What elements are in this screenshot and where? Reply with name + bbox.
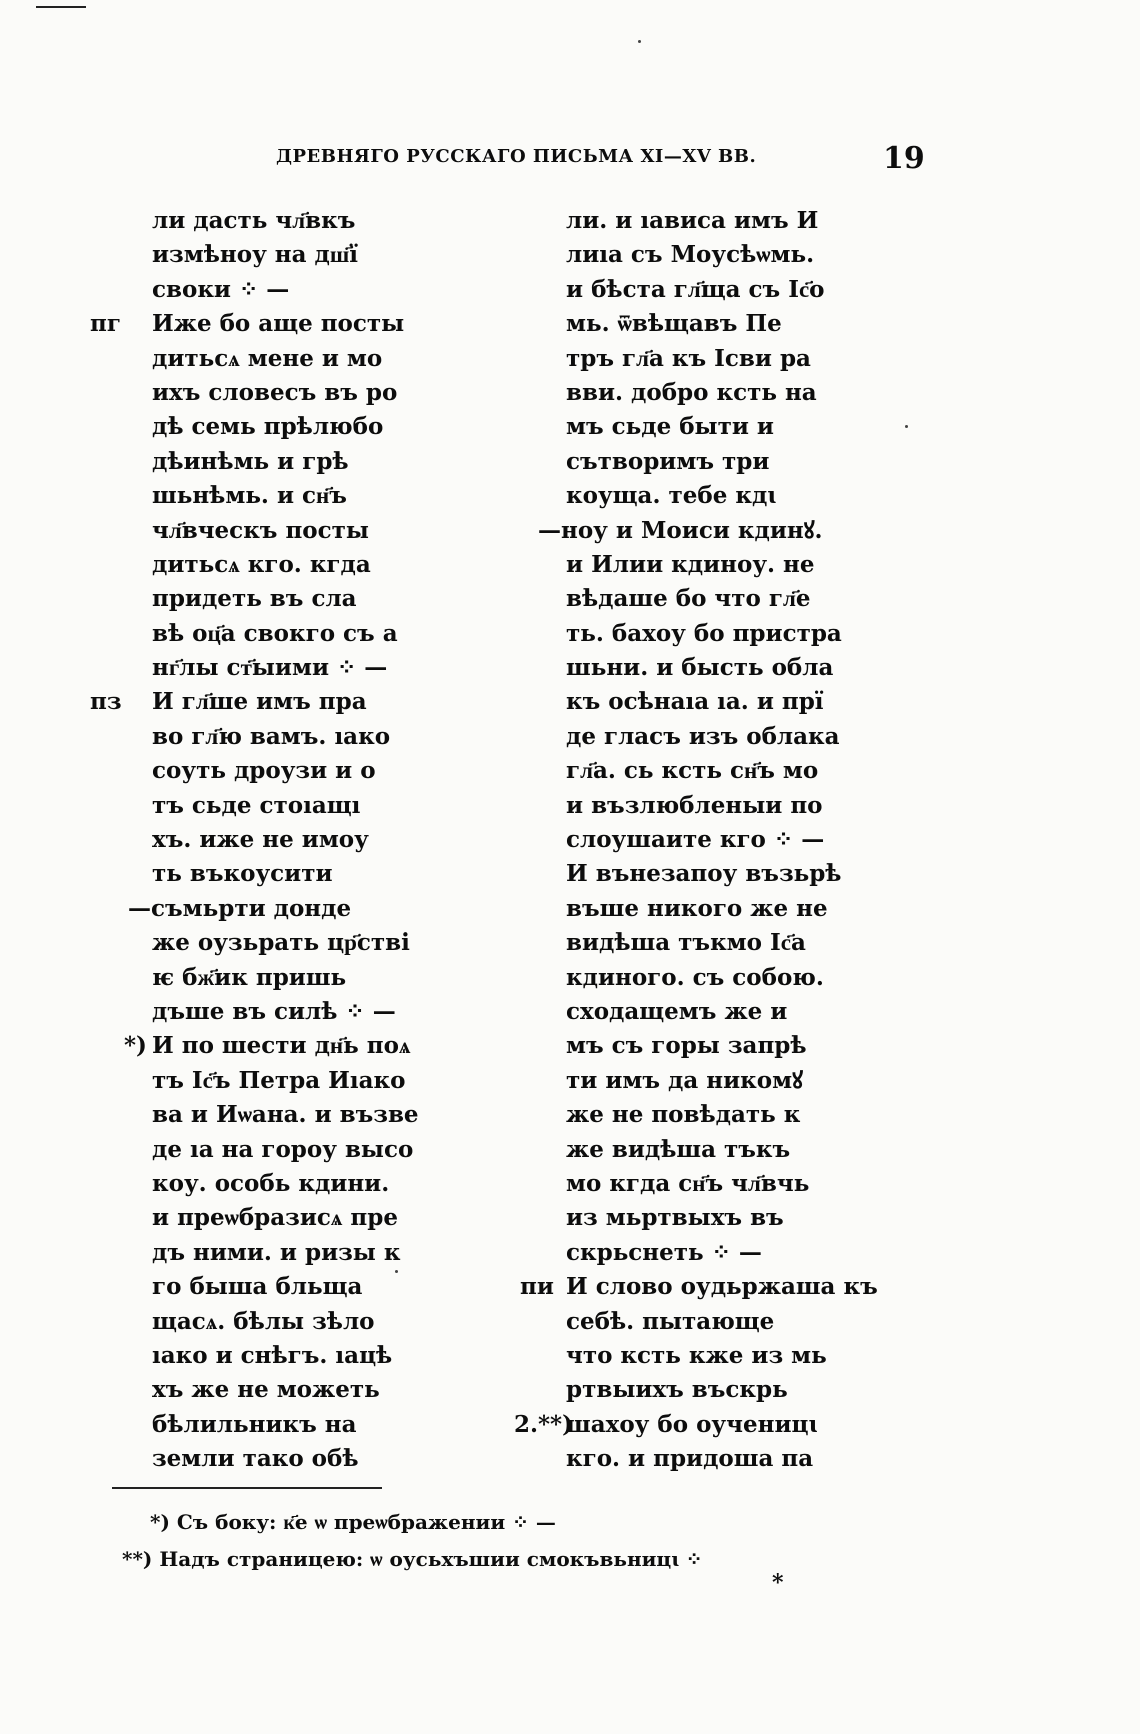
- line-text: ли. и ıависа имъ И: [566, 207, 819, 234]
- text-line: [520, 273, 890, 307]
- text-line: [90, 685, 490, 719]
- paper-speck: [638, 40, 641, 43]
- text-line: [520, 1064, 890, 1098]
- verse-marker: пз: [90, 688, 122, 716]
- text-line: [520, 1373, 890, 1407]
- text-line: [520, 823, 890, 857]
- text-line: [520, 1270, 890, 1304]
- line-text: И по шести дн҃ь поѧ: [152, 1032, 411, 1060]
- text-line: [520, 582, 890, 616]
- line-text: мь. ѿвѣщавъ Пе: [566, 310, 782, 338]
- text-line: [520, 514, 890, 548]
- line-text: дъ ними. и ризы к: [152, 1238, 401, 1266]
- line-text: соуть дроузи и о: [152, 757, 376, 785]
- footnote-1: *) Съ боку: к҃е ѡ преѡбражении ⁘ —: [150, 1510, 556, 1534]
- text-line: [520, 1236, 890, 1270]
- line-text: мо кгда сн҃ъ чл҃вчь: [566, 1169, 810, 1197]
- text-line: [90, 857, 490, 891]
- line-text: же не повѣдать к: [566, 1101, 801, 1129]
- text-line: [90, 892, 490, 926]
- line-text: тръ гл҃а къ Ісви ра: [566, 344, 811, 372]
- text-line: [520, 754, 890, 788]
- line-text: во гл҃ю вамъ. ıако: [152, 722, 391, 750]
- text-line: [520, 548, 890, 582]
- text-line: [520, 857, 890, 891]
- line-text: нг҃лы ст҃ыими ⁘ —: [152, 654, 388, 682]
- text-line: [90, 479, 490, 513]
- line-text: дѣ семь прѣлюбо: [152, 413, 384, 441]
- line-text: и преѡбразисѧ пре: [152, 1204, 398, 1232]
- line-text: мъ сьде быти и: [566, 413, 774, 441]
- text-line: [520, 685, 890, 719]
- line-text: де ıа на гороу высо: [152, 1135, 414, 1163]
- line-text: ть. бахоу бо пристра: [566, 619, 842, 647]
- line-text: коуща. тебе кдꙇ: [566, 482, 777, 510]
- line-text: из мьртвыхъ въ: [566, 1204, 784, 1232]
- line-text: дѣинѣмь и грѣ: [152, 447, 349, 475]
- paper-speck: [395, 1270, 398, 1273]
- line-text: ва и Иѡана. и възве: [152, 1101, 419, 1129]
- line-text: лиıа съ Моусѣѡмь.: [566, 241, 815, 269]
- text-line: [520, 1167, 890, 1201]
- text-line: [90, 995, 490, 1029]
- text-line: [90, 1305, 490, 1339]
- left-text-column: [90, 204, 490, 1476]
- text-line: [520, 1442, 890, 1476]
- line-text: что ксть кже из мь: [566, 1341, 827, 1369]
- text-line: [90, 238, 490, 272]
- line-text: къ осѣнаıа ıа. и прї: [566, 688, 824, 716]
- verse-marker: пг: [90, 310, 121, 338]
- line-text: чл҃вческъ посты: [152, 516, 369, 544]
- line-text: земли тако обѣ: [152, 1445, 359, 1473]
- line-text: кдиного. съ собою.: [566, 963, 824, 991]
- text-line: [90, 204, 490, 238]
- line-text: видѣша тъкмо Іс҃а: [566, 929, 806, 957]
- line-text: измѣноу на дш҃ї: [152, 241, 359, 269]
- text-line: [520, 307, 890, 341]
- text-line: [520, 1029, 890, 1063]
- text-line: [520, 238, 890, 272]
- footnote-separator: [112, 1487, 382, 1489]
- text-line: [90, 1029, 490, 1063]
- text-line: [90, 720, 490, 754]
- text-line: [520, 1133, 890, 1167]
- line-text: хъ. иже не имоу: [152, 826, 369, 854]
- text-line: [90, 823, 490, 857]
- line-text: слоушаите кго ⁘ —: [566, 826, 825, 854]
- line-text: ртвыихъ въскрь: [566, 1376, 788, 1404]
- line-text: хъ же не можеть: [152, 1376, 380, 1404]
- text-line: [520, 1098, 890, 1132]
- line-text: вѣдаше бо что гл҃е: [566, 585, 811, 613]
- text-line: [514, 1408, 890, 1442]
- line-text: же видѣша тъкъ: [566, 1135, 791, 1163]
- verse-marker: пи: [520, 1273, 554, 1301]
- line-text: тъ Іс҃ъ Петра Иıако: [152, 1066, 406, 1094]
- line-text: и бѣста гл҃ща съ Іс҃о: [566, 275, 825, 303]
- line-text: тъ сьде стоıащı: [152, 791, 361, 819]
- line-text: шахоу бо оученицꙇ: [566, 1410, 818, 1438]
- text-line: [90, 307, 490, 341]
- text-line: [90, 754, 490, 788]
- text-line: [90, 1442, 490, 1476]
- text-line: [90, 342, 490, 376]
- page-number: 19: [883, 141, 925, 176]
- line-text: Иже бо аще посты: [152, 310, 405, 338]
- text-line: [90, 1064, 490, 1098]
- text-line: [520, 342, 890, 376]
- text-line: [520, 410, 890, 444]
- footnote-2: **) Надъ страницею: ѡ оусьхъшии смокъвьницꙇ ⁘: [122, 1547, 703, 1571]
- line-text: го быша бльща: [152, 1273, 363, 1301]
- text-line: [520, 789, 890, 823]
- line-text: —ноу и Моиси кдинꙋ.: [538, 516, 823, 544]
- text-line: [520, 617, 890, 651]
- text-line: [90, 1339, 490, 1373]
- line-text: де гласъ изъ облака: [566, 722, 840, 750]
- line-text: ли дасть чл҃вкъ: [152, 207, 356, 234]
- line-text: себѣ. пытающе: [566, 1307, 775, 1335]
- line-text: ть въкоусити: [152, 860, 333, 888]
- line-text: дитьсѧ кго. кгда: [152, 550, 371, 578]
- text-line: [90, 651, 490, 685]
- line-text: щасѧ. бѣлы зѣло: [152, 1307, 375, 1335]
- line-text: ıако и снѣгъ. ıацѣ: [152, 1341, 393, 1369]
- text-line: [90, 1201, 490, 1235]
- top-edge-rule: [36, 6, 86, 8]
- text-line: [90, 410, 490, 444]
- line-text: въше никого же не: [566, 894, 828, 922]
- text-line: [520, 961, 890, 995]
- text-line: [90, 273, 490, 307]
- running-header: ДРЕВНЯГО РУССКАГО ПИСЬМА XI—XV ВВ.: [276, 146, 757, 167]
- text-line: [90, 1098, 490, 1132]
- line-text: своки ⁘ —: [152, 275, 290, 303]
- text-line: [520, 1339, 890, 1373]
- right-text-column: [514, 204, 890, 1476]
- line-text: скрьснеть ⁘ —: [566, 1238, 762, 1266]
- text-line: [90, 617, 490, 651]
- line-text: И вънезапоу възьрѣ: [566, 860, 842, 888]
- text-line: [520, 720, 890, 754]
- line-text: дъше въ силѣ ⁘ —: [152, 997, 396, 1025]
- line-text: ѥ бж҃ик пришь: [152, 963, 347, 991]
- text-line: [90, 1167, 490, 1201]
- line-text: гл҃а. сь ксть сн҃ъ мо: [566, 757, 819, 785]
- text-line: [90, 1408, 490, 1442]
- text-line: [90, 548, 490, 582]
- text-line: [90, 514, 490, 548]
- line-text: бѣлильникъ на: [152, 1410, 357, 1438]
- text-line: [520, 1305, 890, 1339]
- text-line: [520, 1201, 890, 1235]
- line-text: и възлюбленыи по: [566, 791, 823, 819]
- text-line: [520, 376, 890, 410]
- line-text: сходащемъ же и: [566, 997, 788, 1025]
- text-line: [90, 376, 490, 410]
- text-line: [90, 445, 490, 479]
- text-line: [520, 926, 890, 960]
- verse-marker: 2.**): [514, 1410, 573, 1438]
- text-line: [520, 995, 890, 1029]
- line-text: —съмьрти донде: [128, 894, 352, 922]
- text-line: [90, 1373, 490, 1407]
- line-text: сътворимъ три: [566, 447, 770, 475]
- line-text: вѣ оц҃а свокго съ а: [152, 619, 398, 647]
- text-line: [520, 204, 890, 238]
- line-text: И слово оудьржаша къ: [566, 1273, 878, 1301]
- line-text: ихъ словесъ въ ро: [152, 378, 398, 406]
- text-line: [90, 582, 490, 616]
- line-text: и Илии кдиноу. не: [566, 550, 815, 578]
- line-text: шьни. и бысть обла: [566, 654, 834, 682]
- text-line: [90, 1133, 490, 1167]
- text-line: [520, 892, 890, 926]
- text-line: [90, 789, 490, 823]
- text-line: [90, 926, 490, 960]
- text-line: [90, 1270, 490, 1304]
- line-text: шьнѣмь. и сн҃ъ: [152, 482, 347, 510]
- line-text: мъ съ горы запрѣ: [566, 1032, 807, 1060]
- text-line: [520, 651, 890, 685]
- text-line: [520, 445, 890, 479]
- line-text: же оузьрать цр҃стві: [152, 929, 410, 957]
- line-text: И гл҃ше имъ пра: [152, 688, 367, 716]
- line-text: коу. особь кдини.: [152, 1169, 390, 1197]
- text-line: [90, 1236, 490, 1270]
- signature-mark: *: [772, 1570, 784, 1596]
- verse-marker: *): [124, 1032, 147, 1060]
- line-text: дитьсѧ мене и мо: [152, 344, 383, 372]
- paper-speck: [905, 425, 908, 428]
- line-text: придеть въ сла: [152, 585, 357, 613]
- text-line: [520, 479, 890, 513]
- text-line: [90, 961, 490, 995]
- line-text: кго. и придоша па: [566, 1445, 814, 1473]
- line-text: ти имъ да никомꙋ: [566, 1066, 803, 1094]
- line-text: вви. добро ксть на: [566, 378, 817, 406]
